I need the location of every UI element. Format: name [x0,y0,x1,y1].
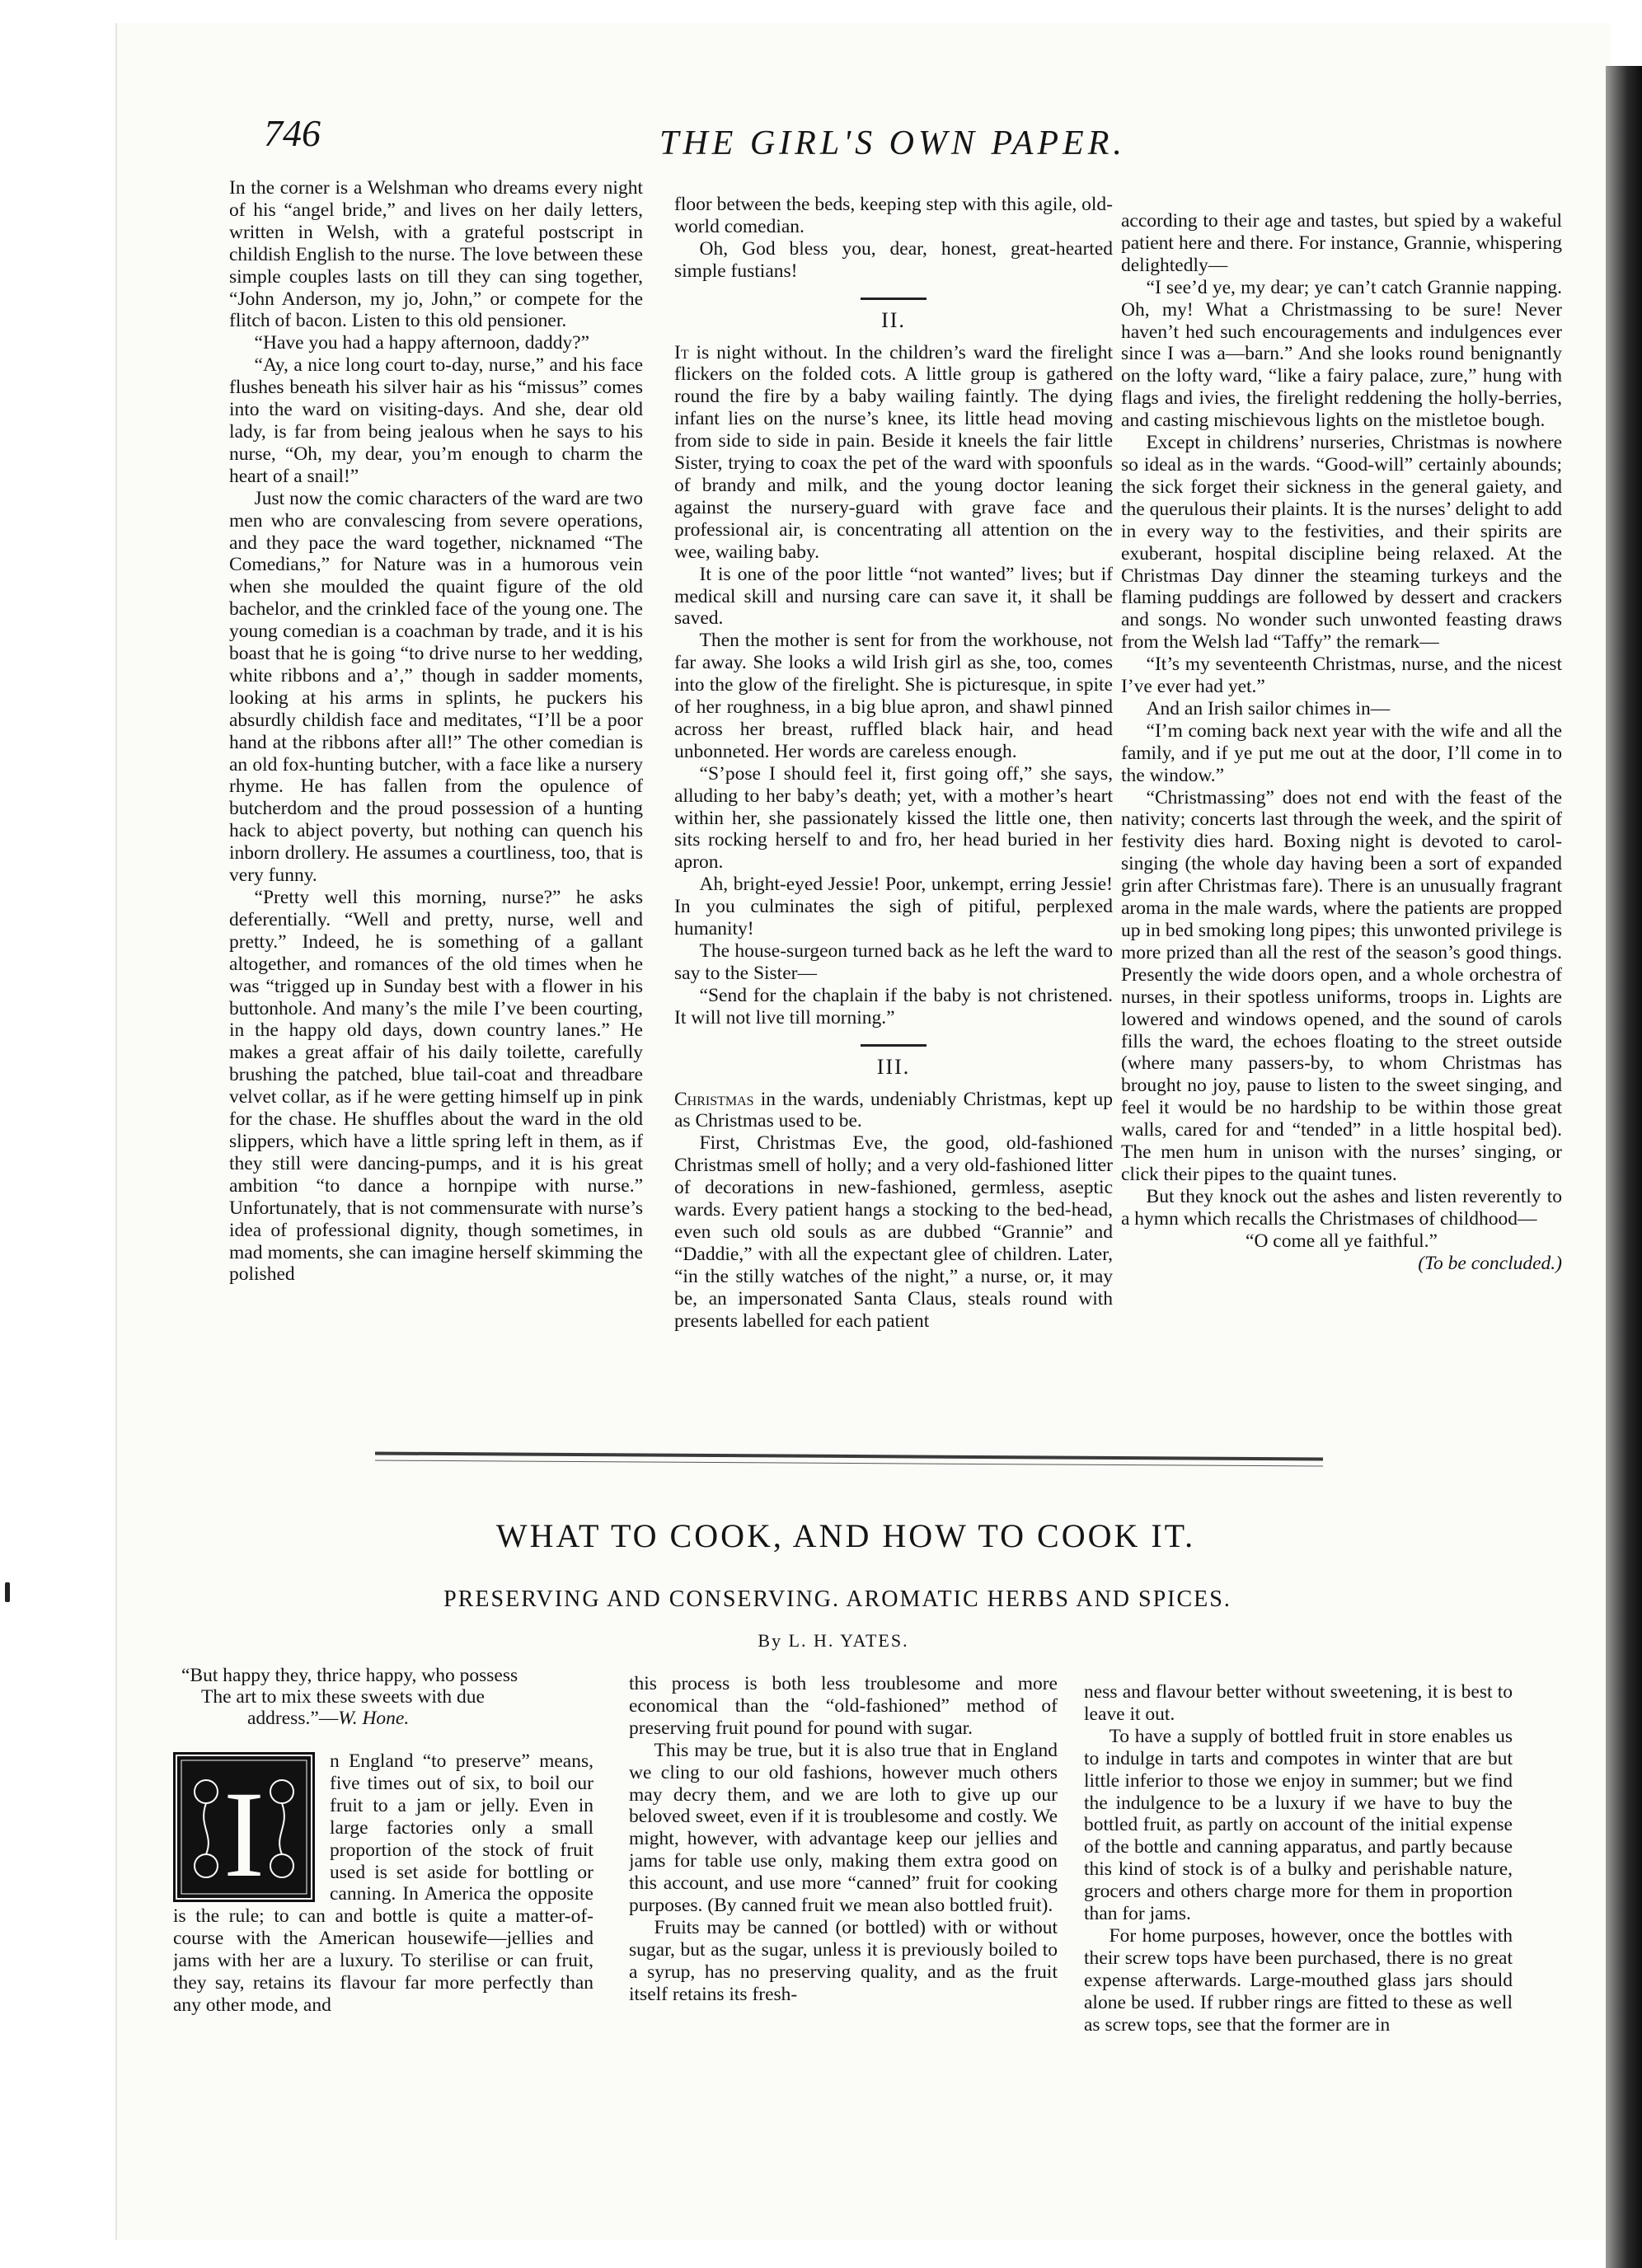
hymn-line: “O come all ye faithful.” [1246,1230,1438,1252]
paragraph: “Christmassing” does not end with the feast of the nativity; concerts last through the week, and the spirit of festivity dies hard. Boxing night is devoted to carol-singing (the whole day having been a sort of expanded grin after Christmas fare). There is an unusually fragrant aroma in the male wards, where the patients are propped up in bed smoking long pipes; this unwonted privilege is more prized than all the rest of the season’s good things. Presently the wide doors open, and a whole orchestra of nurses, in their spotless uniforms, troops in. Lights are lowered and windows opened, and the sound of carols fills the ward, the echoes floating to the street outside (where many passers-by, to whom Christmas has brought no joy, pause to listen to the sweet singing, and feel it would be no hardship to be within those great walls, cared for and “tended” in a little hospital bed). The men hum in unison with the nurses’ singing, or click their pipes to the quaint tunes. [1121,786,1562,1185]
paragraph: It is one of the poor little “not wanted” lives; but if medical skill and nursing care can save it, it shall be saved. [674,563,1113,630]
paragraph: “I see’d ye, my dear; ye can’t catch Grannie napping. Oh, my! What a Christmassing to be sure! Never haven’t hed such encouragements and indulgences ever since I was a—barn.” And she looks round benignantly on the lofty ward, “like a fairy palace, zure,” hung with flags and ivies, the firelight reddening the holly-berries, and casting mischievous lights on the mistletoe bough. [1121,276,1562,432]
bottom-column-3 [1084,1681,1513,2233]
epigraph [181,1665,593,1729]
paragraph: “S’pose I should feel it, first going off,” she says, alluding to her baby’s death; yet, with a mother’s heart within her, she passionately kissed the little one, then sits rocking herself to and fro, her head buried in her apron. [674,762,1113,874]
scan-shadow [1606,66,1642,2268]
section-numeral: III. [876,1054,911,1079]
paragraph: “Pretty well this morning, nurse?” he asks deferentially. “Well and pretty, nurse, well and pretty.” Indeed, he is something of a gallant altogether, and romances of the old times when he was “trigged up in Sunday best with a flower in his buttonhole. And many’s the mile I’ve been courting, in the happy old days, down country lanes.” He makes a great affair of his daily toilette, carefully brushing the patched, blue tail-coat and threadbare velvet collar, as if he were getting himself up in pink for the chase. He shuffles about the ward in the old slippers, which have a little spring left in them, as if they still were dancing-pumps, and it is his great ambition “to dance a hornpipe with nurse.” Unfortunately, that is not commensurate with nurse’s idea of professional dignity, though sometimes, in mad moments, she can imagine herself skimming the polished [229,887,643,1286]
paragraph: according to their age and tastes, but spied by a wakeful patient here and there. For instance, Grannie, whispering delightedly— [1121,210,1562,276]
paragraph: Fruits may be canned (or bottled) with or without sugar, but as the sugar, unless it is previously boiled to a syrup, has no preserving quality, and as the fruit itself retains its fresh- [629,1916,1058,2005]
paragraph [674,1089,1113,1133]
epigraph-line [181,1708,593,1729]
paragraph: “Ay, a nice long court to-day, nurse,” and his face flushes beneath his silver hair as his “missus” comes into the ward on visiting-days. And she, dear old lady, is far from being jealous when he says to his nurse, “Oh, my dear, you’m enough to charm the heart of a snail!” [229,354,643,487]
section-lead-word: Christmas [674,1088,754,1110]
paragraph: Then the mother is sent for from the workhouse, not far away. She looks a wild Irish girl as she, too, comes into the glow of the firelight. She is picturesque, in spite of her roughness, in a big blue apron, and shawl pinned across her breast, ruffled black hair, and head unbonneted. Her words are careless enough. [674,630,1113,762]
paragraph: Oh, God bless you, dear, honest, great-hearted simple fustians! [674,237,1113,282]
paragraph: “Have you had a happy afternoon, daddy?” [254,332,590,354]
epigraph-attribution: W. Hone. [338,1708,410,1729]
paragraph: This may be true, but it is also true that in England we cling to our old fashions, however much others may decry them, and we are loth to give up our beloved sweet, even if it is troublesome and costly. We might, however, with advantage keep our jellies and jams for table use only, making them extra good on this account, and use more “canned” fruit for cooking purposes. (By canned fruit we mean also bottled fruit). [629,1739,1058,1917]
paragraph: “It’s my seventeenth Christmas, nurse, and the nicest I’ve ever had yet.” [1121,654,1562,698]
article-byline: By L. H. YATES. [758,1630,909,1651]
paragraph: Except in childrens’ nurseries, Christmas is nowhere so ideal as in the wards. “Good-will” certainly abounds; the sick forget their sickness in the general gaiety, and the querulous their plaints. It is the nurses’ delight to add in every way to the festivities, and their spirits are exuberant, hospital discipline being relaxed. At the Christmas Day dinner the steaming turkeys and the flaming puddings are followed by dessert and crackers and songs. No wonder such unwonted feasting draws from the Welsh lad “Taffy” the remark— [1121,432,1562,654]
paragraph: floor between the beds, keeping step with this agile, old-world comedian. [674,194,1113,237]
paragraph: this process is both less troublesome and more economical than the “old-fashioned” method of preserving fruit pound for pound with sugar. [629,1673,1058,1739]
paragraph: n England “to preserve” means, five times out of six, to boil our fruit to a jam or jelly. Even in large factories only a small proportion of the stock of fruit used is set aside for bottling or canning. In America the opposite is the rule; to can and bottle is quite a matter-of-course with the American housewife—jellies and jams with her are a luxury. To sterilise or can fruit, they say, retains its flavour far more perfectly than any other mode, and [173,1750,593,2016]
epigraph-line: The art to mix these sweets with due [201,1686,485,1708]
paragraph: In the corner is a Welshman who dreams every night of his “angel bride,” and lives on her daily letters, written in Welsh, with a grateful postscript in childish English to the nurse. The love between these simple couples lasts on till they can sing together, “John Anderson, my jo, John,” or compete for the flitch of bacon. Listen to this old pensioner. [229,177,643,332]
decorative-initial-icon [173,1752,315,1902]
section-rule [861,1044,927,1047]
section-numeral: II. [881,307,906,332]
paragraph: “Send for the chaplain if the baby is not christened. It will not live till morning.” [674,984,1113,1029]
dropcap-letter: I [223,1766,265,1902]
paragraph: First, Christmas Eve, the good, old-fashioned Christmas smell of holly; and a very old-fashioned litter of decorations in new-fashioned, germless, aseptic wards. Every patient hangs a stocking to the bed-head, even such old souls as are dubbed “Grannie” and “Daddie,” with all the expectant glee of children. Later, “in the stilly watches of the night,” a nurse, or, it may be, an impersonated Santa Claus, steals round with presents labelled for each patient [674,1132,1113,1332]
paragraph: Ah, bright-eyed Jessie! Poor, unkempt, erring Jessie! In you culminates the sigh of pitiful, perplexed humanity! [674,874,1113,940]
article-title: WHAT TO COOK, AND HOW TO COOK IT. [495,1517,1196,1554]
column-1 [229,177,643,1413]
page-number: 746 [264,112,321,154]
paragraph: To have a supply of bottled fruit in store enables us to indulge in tarts and compotes in winter that are but little inferior to those we enjoy in summer; but we find the indulgence to be a luxury if we have to buy the bottled fruit, as partly on account of the initial expense of the bottle and canning apparatus, and partly because this kind of stock is of a bulky and perishable nature, grocers and others charge more for them in proportion than for jams. [1084,1725,1513,1925]
paragraph: For home purposes, however, once the bottles with their screw tops have been purchased, there is no great expense afterwards. Large-mouthed glass jars should alone be used. If rubber rings are fitted to these as well as screw tops, see that the former are in [1084,1924,1513,2036]
to-be-concluded: (To be concluded.) [1418,1252,1562,1274]
column-3 [1121,210,1562,1446]
epigraph-line-text: address.”— [247,1708,339,1729]
epigraph-line: “But happy they, thrice happy, who possess [181,1665,518,1686]
section-rule [861,298,927,300]
bottom-column-2 [629,1673,1058,2233]
paragraph: The house-surgeon turned back as he left the ward to say to the Sister— [674,940,1113,984]
paragraph-text: is night without. In the children’s ward the firelight flickers on the folded cots. A little group is gathered round the fire by a baby wailing faintly. The dying infant lies on the nurse’s knee, its little head moving from side to side in pain. Beside it kneels the fair little Sister, trying to coax the pet of the ward with spoonfuls of brandy and milk, and the young doctor leaning against the nursery-guard with grave face and professional air, is concentrating all attention on the wee, wailing baby. [674,341,1113,563]
running-head: THE GIRL'S OWN PAPER. [659,124,1126,162]
paragraph-text: in the wards, undeniably Christmas, kept up as Christmas used to be. [674,1088,1113,1132]
paragraph [674,342,1113,564]
scan-margin [0,0,115,2268]
section-lead-word: It [674,341,689,363]
paragraph: Just now the comic characters of the ward are two men who are convalescing from severe operations, and they pace the ward together, nicknamed “The Comedians,” for Nature was in a humorous vein when she moulded the quaint figure of the old bachelor, and the crinkled face of the young one. The young comedian is a coachman by trade, and it is his boast that he is going “to drive nurse to her wedding, white ribbons and a’,” though in sadder moments, looking at his arms in splints, he puckers his absurdly childish face and meditates, “I’ll be a poor hand at the ribbons after all!” The other comedian is an old fox-hunting butcher, with a face like a nursery rhyme. He has fallen from the opulence of butcherdom and the proud possession of a hunting hack to abject poverty, but nothing can quench his inborn drollery. He assumes a courtliness, too, that is very funny. [229,487,643,887]
paragraph: But they knock out the ashes and listen reverently to a hymn which recalls the Christmases of childhood— [1121,1185,1562,1230]
paragraph: “I’m coming back next year with the wife and all the family, and if ye put me out at the door, I’ll come in to the window.” [1121,719,1562,786]
article-subtitle: PRESERVING AND CONSERVING. AROMATIC HERBS AND SPICES. [443,1586,1232,1612]
bottom-column-1 [173,1665,593,2233]
column-2 [674,194,1113,1430]
paragraph: ness and flavour better without sweetening, it is best to leave it out. [1084,1681,1513,1725]
paragraph: And an Irish sailor chimes in— [1146,697,1391,719]
